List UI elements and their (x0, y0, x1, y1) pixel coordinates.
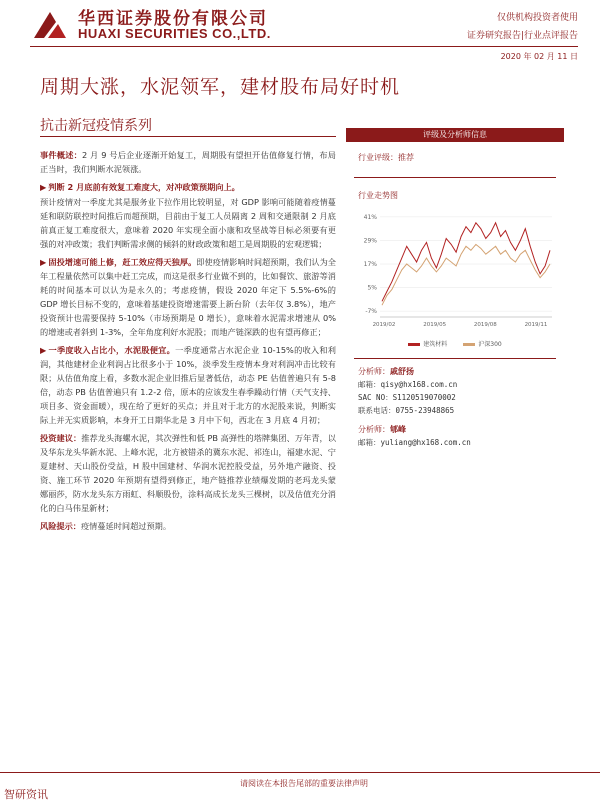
y-tick-label: 29% (363, 237, 377, 245)
analyst-1-sac: SAC NO：S1120519070002 (358, 393, 456, 402)
analyst-1-email: 邮箱：qisy@hx168.com.cn (358, 380, 458, 389)
analyst-2-block (346, 423, 564, 449)
invest-text: 推荐龙头海螺水泥，其次弹性和低 PB 高弹性的塔牌集团、万年青，以及华东龙头华新水泥、上峰水泥，北方被错杀的冀东水泥、祁连山，福建水泥、宁夏建材、天山股份受益，H 股中国建材、华润水泥控股受益，另外地产融资、投资、施工环节 2020 年预期有望得到修正，地产链推荐业绩爆发期的老玛龙头蒙娜丽莎，防水龙头东方雨虹、科顺股份，涂料高成长龙头三棵树，以及估值充分消化的白马伟星新材； (40, 433, 336, 513)
y-tick-label: 41% (363, 213, 377, 221)
sidebar-divider-2 (354, 358, 556, 359)
x-tick-label: 2019/11 (524, 322, 548, 328)
x-tick-label: 2019/08 (473, 322, 497, 328)
bullet-1-text: 预计疫情对一季度尤其是服务业下拉作用比较明显，对 GDP 影响可能随着疫情蔓延和联防联控时间推后而超预期，目前由于复工人员隔离 2 周和交通限制 2 月底前真正复工难度很大，意味着 2020 年实现全面小康和攻坚战等目标必须要有更强的对冲政策；我们判断需求侧的倾斜的财政政策和超工是周期股的宏观逻辑； (40, 197, 336, 249)
invest-label: 投资建议： (40, 433, 82, 443)
triangle-bullet-icon: ▶ (40, 345, 47, 355)
analyst-2-name: 郇峰 (390, 425, 406, 434)
footer-divider (0, 772, 600, 773)
bullet-2-text: 即使疫情影响时间超预期，我们认为全年工程量依然可以集中赶工完成，而这是很多行业做不到的，比如餐饮、旅游等消耗的时间基本可以认为是永久的；考虑疫情，假设 2020 年定下 5.5%-6%的 GDP 增长目标不变的，意味着基建投资增速需要上新台阶（去年仅 3.8%），地产投资预计也需要保持 5-10%（市场预期是 0 增长），意味着水泥需求增速从 0%的增速或者斜到 1-3%，全年角度利好水泥股；而地产链深跌的也有望再修正； (40, 257, 336, 337)
series-line-0 (382, 223, 550, 301)
sidebar (346, 128, 564, 449)
y-tick-label: 17% (363, 261, 377, 268)
chart-legend (346, 339, 564, 348)
x-tick-label: 2019/02 (372, 322, 396, 328)
series-title: 抗击新冠疫情系列 (40, 118, 152, 134)
risk-paragraph (40, 519, 336, 533)
sidebar-divider (354, 177, 556, 178)
y-tick-label: 5% (367, 284, 377, 292)
triangle-bullet-icon: ▶ (40, 257, 47, 267)
series-line-1 (382, 244, 550, 305)
tagline-investors: 仅供机构投资者使用 (496, 13, 578, 23)
bullet-1-heading: ▶ 判断 2 月底前有效复工难度大，对冲政策预期向上。 (40, 182, 240, 192)
report-date: 2020 年 02 月 11 日 (500, 52, 578, 61)
analyst-1-block (346, 365, 564, 417)
legend-item-building-materials: 建筑材料 (408, 339, 447, 348)
company-name-en: HUAXI SECURITIES CO.,LTD. (78, 26, 271, 41)
analyst-2-email: 邮箱：yuliang@hx168.com.cn (358, 438, 471, 447)
summary-label: 事件概述： (40, 150, 83, 160)
invest-paragraph (40, 431, 336, 515)
trend-chart (354, 205, 556, 333)
company-name-cn: 华西证券股份有限公司 (78, 9, 268, 29)
series-divider (40, 136, 336, 137)
analyst-1-name: 戚舒扬 (390, 367, 414, 376)
analyst-2-name-row: 分析师：郇峰 (358, 425, 406, 434)
triangle-bullet-icon: ▶ (40, 182, 47, 192)
bullet-2-paragraph (40, 255, 336, 339)
x-tick-label: 2019/05 (423, 322, 447, 328)
bullet-2-heading: 固投增速可能上修，赶工效应得天独厚。 (48, 257, 197, 267)
source-watermark: 智研资讯 (4, 788, 48, 800)
report-title: 周期大涨，水泥领军，建材股布局好时机 (40, 76, 401, 98)
trend-chart-title: 行业走势图 (358, 191, 398, 200)
tagline-report-type: 证券研究报告|行业点评报告 (466, 31, 578, 41)
bullet-3-paragraph (40, 343, 336, 427)
report-body (40, 148, 336, 534)
summary-paragraph (40, 148, 336, 176)
legal-notice: 请阅读在本报告尾部的重要法律声明 (240, 779, 368, 788)
legend-item-csi300: 沪深300 (463, 339, 501, 348)
y-tick-label: -7% (365, 308, 377, 316)
analyst-1-phone: 联系电话：0755-23948865 (358, 406, 455, 415)
sidebar-header: 评级及分析师信息 (346, 128, 564, 142)
huaxi-logo-icon (30, 6, 70, 42)
header-divider (30, 46, 578, 47)
industry-rating: 行业评级：推荐 (358, 153, 414, 162)
analyst-1-name-row: 分析师：戚舒扬 (358, 367, 414, 376)
risk-text: 疫情蔓延时间超过预期。 (80, 521, 172, 531)
page-header (0, 0, 600, 60)
bullet-3-text: 一季度通常占水泥企业 10-15%的收入和利润，其他建材企业利润占比很多小于 10%，淡季发生疫情本身对利润冲击比较有限；从估值角度上看，多数水泥企业旧推后显著低估，动态 PE 估值普遍只有 5-8 倍，动态 PB 估值普遍只有 1.2-2 倍，原本的应该发生春季躁动行情（天气支持、项目多、资金面暖），现在给了更好的买点；并且对于北方的水泥股来说，判断实际上并无实质影响，本身开工日期华北是 3 月中下旬，西北在 3 月底 4 月初； (40, 345, 336, 425)
page-footer (0, 772, 600, 800)
risk-label: 风险提示： (40, 521, 81, 531)
bullet-3-heading: 一季度收入占比小，水泥股便宜。 (48, 345, 176, 355)
summary-text: 2 月 9 号后企业逐渐开始复工，周期股有望担开估值修复行情，布局正当时，我们判断水泥领涨。 (40, 150, 336, 174)
